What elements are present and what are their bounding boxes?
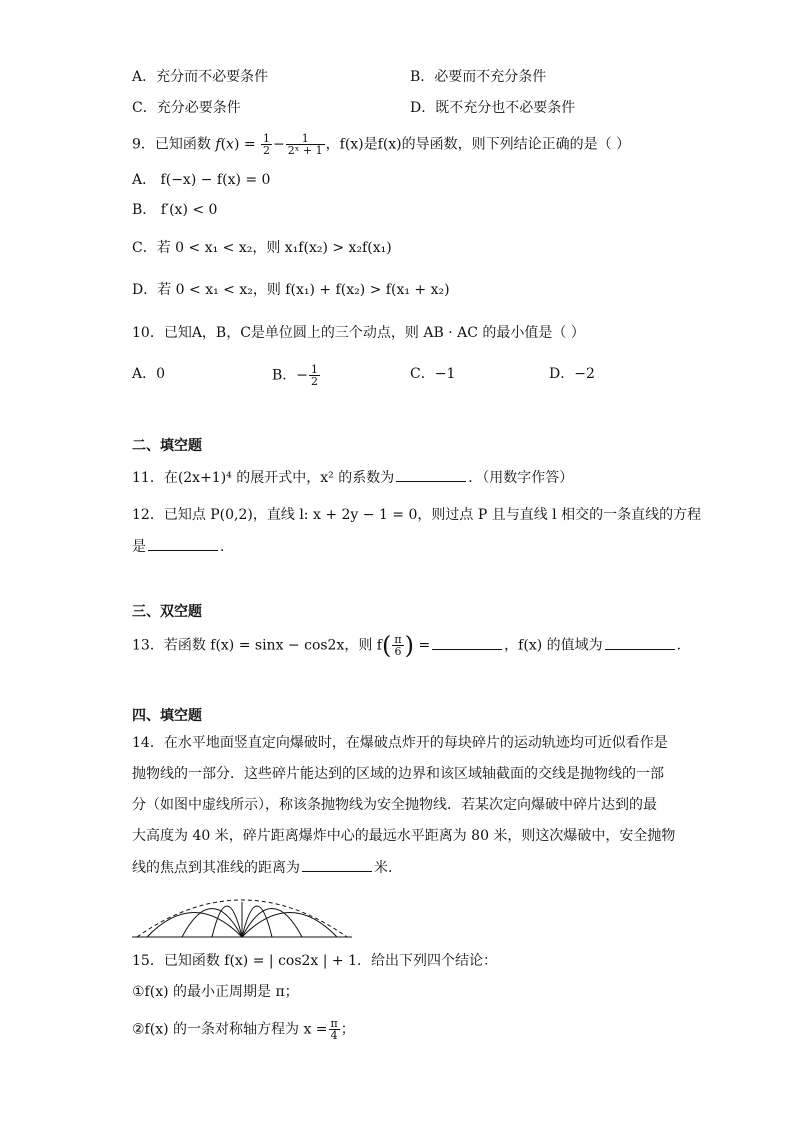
q10-option-d: D．−2 [549, 366, 595, 382]
q8-option-b: B．必要而不充分条件 [410, 69, 547, 85]
q13-answer-blank-1[interactable] [432, 635, 502, 650]
q9-frac-pow: $\frac{1}{\text{2ˣ + 1}}$ [287, 132, 323, 157]
q10-option-a: A．0 [132, 366, 166, 382]
q12-line1: 12．已知点 P(0,2)，直线 l: x + 2y − 1 = 0，则过点 P 且与直线 l 相交的一条直线的方程 [132, 507, 702, 523]
q14-line2: 抛物线的一部分．这些碎片能达到的区域的边界和该区域轴截面的交线是抛物线的一部 [132, 766, 664, 782]
q8-option-c: C．充分必要条件 [132, 100, 241, 116]
q9-fx: f [215, 136, 221, 153]
q10-stem: 10．已知A，B，C是单位圆上的三个动点，则 AB · AC 的最小值是（ ） [132, 325, 585, 341]
q13-frac-pi6: $\frac{\pi}{6}$ [394, 633, 402, 658]
q9-option-c: C．若 0 < x₁ < x₂，则 x₁f(x₂) > x₂f(x₁) [132, 240, 392, 256]
q9-option-a: A． f(−x) − f(x) = 0 [132, 172, 271, 188]
q9-option-d: D．若 0 < x₁ < x₂，则 f(x₁) + f(x₂) > f(x₁ + x₂) [132, 282, 450, 298]
q12-line2: 是 ． [132, 536, 234, 557]
q10-frac-half: $\frac{1}{2}$ [311, 363, 319, 388]
explosion-trajectory-figure [132, 885, 352, 939]
q8-option-d: D．既不充分也不必要条件 [410, 100, 576, 116]
q11: 11．在(2x+1)⁴ 的展开式中，x² 的系数为 ．（用数字作答） [132, 467, 573, 488]
q8-option-a: A．充分而不必要条件 [132, 69, 269, 85]
q13-answer-blank-2[interactable] [605, 635, 675, 650]
section-2-heading: 二、填空题 [132, 438, 202, 454]
q15-conclusion-2: ②f(x) 的一条对称轴方程为 x = $\frac{\pi}{4}$ ； [132, 1017, 355, 1042]
q15-frac-pi4: $\frac{\pi}{4}$ [330, 1017, 338, 1042]
q11-answer-blank[interactable] [396, 467, 466, 482]
q9-stem-suffix: ，f(x)是f(x)的导函数，则下列结论正确的是（ ） [325, 136, 631, 153]
q14-line1: 14．在水平地面竖直定向爆破时，在爆破点炸开的每块碎片的运动轨迹均可近似看作是 [132, 735, 668, 751]
q14-line3: 分（如图中虚线所示），称该条抛物线为安全抛物线．若某次定向爆破中碎片达到的最 [132, 797, 657, 813]
q15-stem: 15．已知函数 f(x) = | cos2x | + 1．给出下列四个结论： [132, 953, 498, 969]
q15-conclusion-1: ①f(x) 的最小正周期是 π； [132, 984, 299, 1000]
section-4-heading: 四、填空题 [132, 708, 202, 724]
q13: 13．若函数 f(x) = sinx − cos2x，则 f( $\frac{\pi}{6}$ ) = ，f(x) 的值域为 ． [132, 631, 691, 660]
q9-option-b: B． f′(x) < 0 [132, 202, 218, 218]
q14-answer-blank[interactable] [302, 857, 372, 872]
q14-line4: 大高度为 40 米，碎片距离爆炸中心的最远水平距离为 80 米，则这次爆破中，安全抛物 [132, 828, 676, 844]
q12-answer-blank[interactable] [148, 536, 218, 551]
q9-frac-half: $\frac{1}{2}$ [263, 132, 271, 157]
q9-stem-prefix: 9．已知函数 [132, 136, 211, 153]
section-3-heading: 三、双空题 [132, 604, 202, 620]
q10-option-b: B．− $\frac{1}{2}$ [272, 363, 319, 388]
q9-stem: 9．已知函数 f(x) = $\frac{1}{2}$ − $\frac{1}{\text{2ˣ + 1}}$ ，f(x)是f(x)的导函数，则下列结论正确的是（ ） [132, 132, 631, 157]
q10-option-c: C．−1 [410, 366, 456, 382]
q14-line5: 线的焦点到其准线的距离为 米． [132, 857, 402, 878]
